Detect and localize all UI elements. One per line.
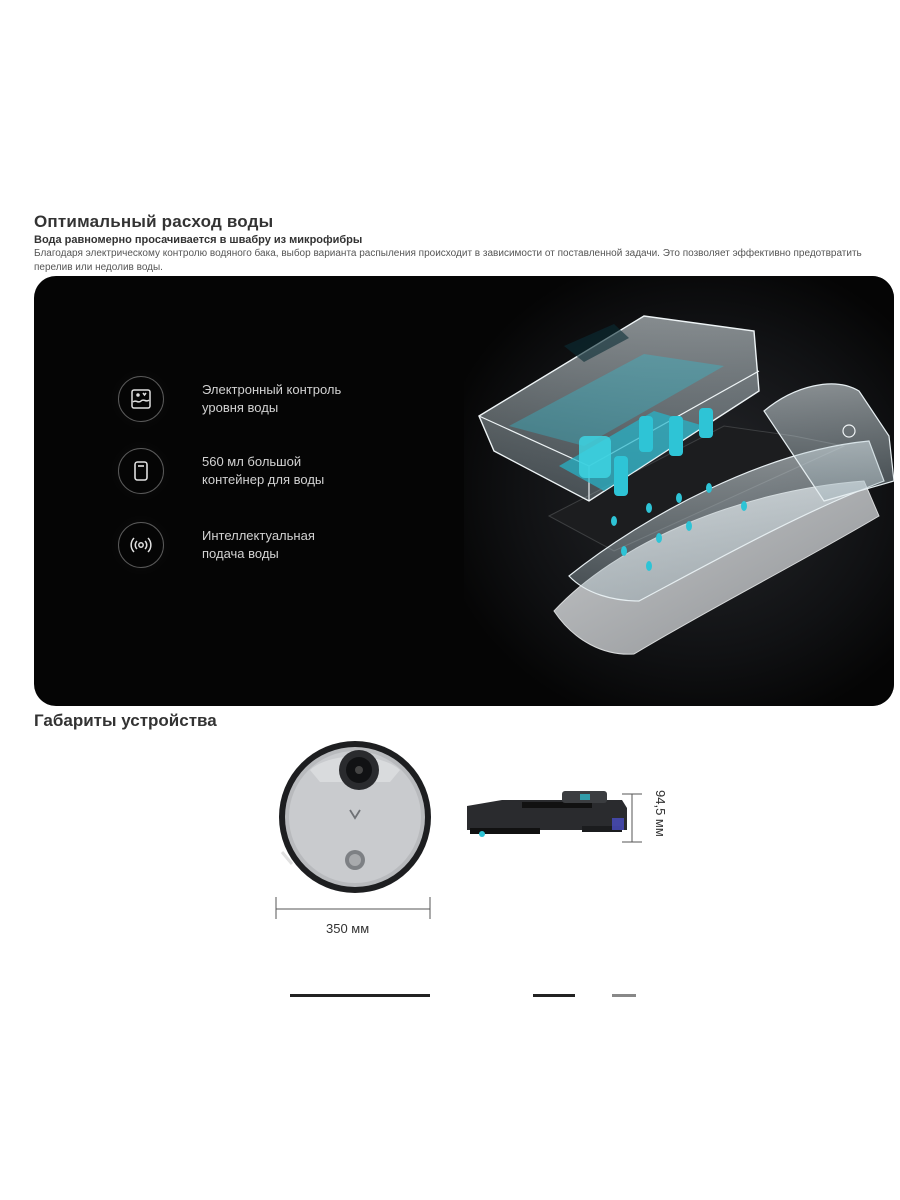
feature-label-line2: подача воды bbox=[202, 546, 279, 561]
height-dimension-line bbox=[620, 792, 644, 846]
width-label: 350 мм bbox=[326, 921, 370, 936]
section-subtitle: Вода равномерно просачивается в швабру из микрофибры bbox=[34, 234, 363, 246]
height-label: 94,5 мм bbox=[653, 790, 668, 837]
cutoff-strip bbox=[533, 994, 575, 997]
water-tank-icon bbox=[118, 448, 164, 494]
feature-item-water-tank bbox=[118, 448, 372, 494]
feature-label-line1: Интеллектуальная bbox=[202, 528, 315, 543]
feature-item-water-level bbox=[118, 376, 372, 422]
feature-item-smart-supply bbox=[118, 522, 372, 568]
wireless-signal-icon bbox=[118, 522, 164, 568]
feature-label-line1: Электронный контроль bbox=[202, 382, 342, 397]
water-level-icon bbox=[118, 376, 164, 422]
robot-side-view bbox=[462, 786, 632, 846]
section-description: Благодаря электрическому контролю водяного бака, выбор варианта распыления происходит в зависимости от поставленной задачи. Это позволяет эффективно предотвратить перелив или недолив воды. bbox=[34, 248, 862, 273]
section-title: Оптимальный расход воды bbox=[34, 212, 274, 231]
robot-top-view bbox=[270, 732, 440, 902]
feature-banner bbox=[34, 276, 894, 706]
water-tank-illustration bbox=[464, 276, 894, 706]
dimensions-title: Габариты устройства bbox=[34, 711, 217, 730]
feature-label-line2: уровня воды bbox=[202, 400, 279, 415]
cutoff-strip bbox=[290, 994, 430, 997]
feature-label-line1: 560 мл большой bbox=[202, 454, 302, 469]
cutoff-strip bbox=[612, 994, 636, 997]
feature-label-line2: контейнер для воды bbox=[202, 472, 325, 487]
